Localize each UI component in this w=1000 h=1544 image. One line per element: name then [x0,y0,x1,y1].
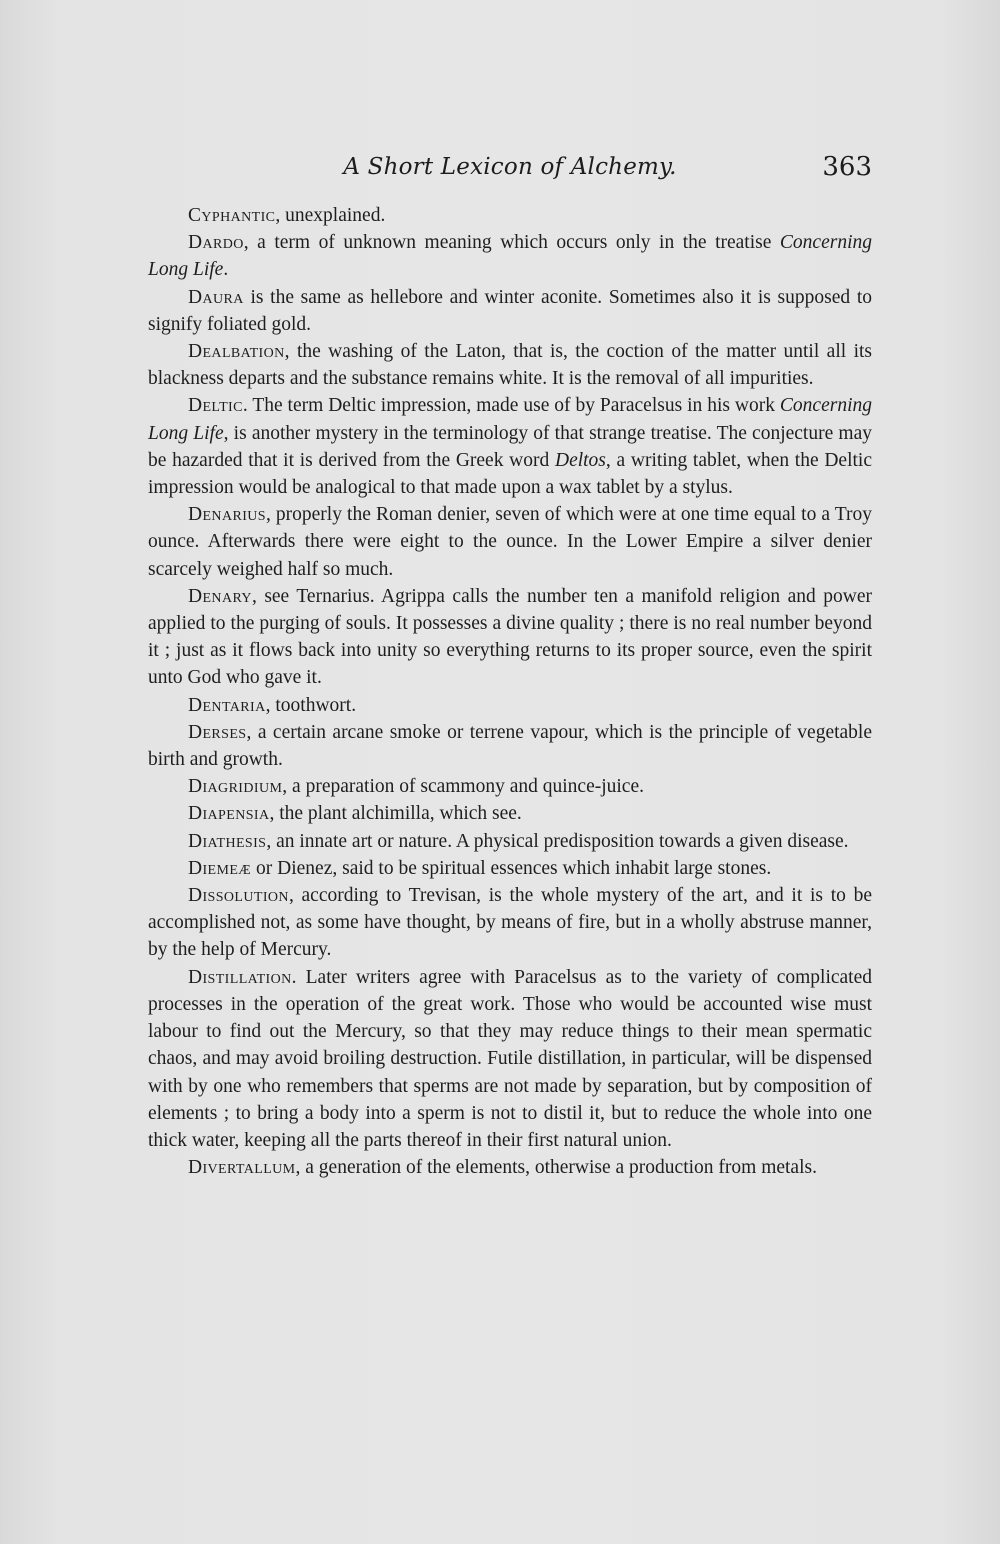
headword-punctuation: , [282,776,288,798]
definition-text: unexplained. [280,205,386,226]
lexicon-entry [148,501,872,583]
lexicon-entry [148,583,872,692]
entry-headword: Diapensia [188,803,270,825]
entry-headword: Derses [188,721,247,743]
entry-headword: Dentaria [188,694,266,716]
headword-punctuation: , [275,205,281,226]
entry-headword: Diathesis [188,830,267,852]
lexicon-entry [148,692,872,719]
lexicon-entry [148,392,872,501]
italic-title: Concerning Long Life [148,395,872,444]
definition-text: see Ternarius. Agrippa calls the number ten a manifold religion and power applied to the purging of souls. It possesses a divine quality ; there is no real number beyond it ; just as it flows back into unity so everything returns to its proper source, even the spirit unto God who gave it. [148,585,872,689]
headword-punctuation: , [265,694,271,716]
headword-punctuation: , [266,830,272,852]
lexicon-entry [148,964,872,1154]
entry-headword: Diemeæ [188,857,252,879]
entry-headword: Dissolution [188,885,289,907]
lexicon-entry [148,773,872,800]
entry-headword: Distillation [188,966,292,988]
lexicon-entries [148,202,872,1181]
definition-text: an innate art or nature. A physical predisposition towards a given disease. [271,830,849,852]
lexicon-entry [148,284,872,338]
definition-text: , a writing tablet, when the Deltic impression would be analogical to that made upon a wax tablet by a stylus. [148,449,872,499]
lexicon-entry [148,855,872,882]
headword-punctuation: , [269,803,275,825]
definition-text: a term of unknown meaning which occurs only in the treatise [248,232,780,254]
definition-text: the plant alchimilla, which see. [274,803,522,825]
definition-text: is the same as hellebore and winter aconite. Sometimes also it is supposed to signify foliated gold. [148,286,872,335]
lexicon-entry [148,719,872,773]
definition-text: properly the Roman denier, seven of which were at one time equal to a Troy ounce. Afterwards there were eight to the ounce. In the Lower Empire a silver denier scarcely weighed half so much. [148,504,872,580]
lexicon-entry [148,882,872,964]
definition-text: , is another mystery in the terminology of that strange treatise. The conjecture may be hazarded that it is derived from the Greek word [148,422,872,471]
lexicon-entry [148,338,872,392]
definition-text: a preparation of scammony and quince-juice. [287,776,644,798]
definition-text: Later writers agree with Paracelsus as to the variety of complicated processes in the operation of the great work. Those who would be accounted wise must labour to find out the Mercury, so that they may reduce things to their mean spermatic chaos, and may avoid broiling destruction. Futile distillation, in particular, will be dispensed with by one who remembers that sperms are not made by separation, but by composition of elements ; to bring a body into a sperm is not to distil it, but to reduce the whole into one thick water, keeping all the parts thereof in their first natural union. [148,966,872,1151]
entry-headword: Denary [188,585,252,607]
running-title: A Short Lexicon of Alchemy. [343,154,677,180]
headword-punctuation: , [243,232,249,254]
lexicon-entry [148,800,872,827]
entry-headword: Deltic [188,395,243,417]
lexicon-entry [148,229,872,283]
italic-title: Concerning Long Life [148,232,872,281]
headword-punctuation: . [291,966,297,988]
lexicon-entry [148,1154,872,1181]
headword-punctuation: , [284,341,290,363]
headword-punctuation: . [242,395,248,417]
definition-text: the washing of the Laton, that is, the coction of the matter until all its blackness departs and the substance remains white. It is the removal of all impurities. [148,341,872,390]
lexicon-entry [148,202,872,229]
lexicon-entry [148,828,872,855]
definition-text: a certain arcane smoke or terrene vapour, which is the principle of vegetable birth and growth. [148,721,872,771]
entry-headword: Cyphantic [188,205,276,226]
entry-headword: Daura [188,286,244,308]
entry-headword: Denarius [188,504,266,526]
entry-headword: Divertallum [188,1157,296,1179]
entry-headword: Diagridium [188,776,283,798]
definition-text: . [223,259,229,281]
entry-headword: Dealbation [188,341,285,363]
headword-punctuation: , [295,1157,301,1179]
headword-punctuation: , [288,885,294,907]
definition-text: a generation of the elements, otherwise a production from metals. [300,1157,817,1179]
entry-headword: Dardo [188,232,244,254]
headword-punctuation: , [246,721,252,743]
page-header [148,152,872,192]
page-number: 363 [822,152,872,182]
definition-text: according to Trevisan, is the whole mystery of the art, and it is to be accomplished not, as some have thought, by means of fire, but in a wholly abstruse manner, by the help of Mercury. [148,885,872,961]
definition-text: toothwort. [270,694,357,716]
definition-text: or Dienez, said to be spiritual essences which inhabit large stones. [251,857,772,879]
headword-punctuation: , [251,585,257,607]
headword-punctuation: , [265,504,271,526]
italic-title: Deltos [554,449,606,471]
definition-text: The term Deltic impression, made use of by Paracelsus in his work [247,395,780,417]
